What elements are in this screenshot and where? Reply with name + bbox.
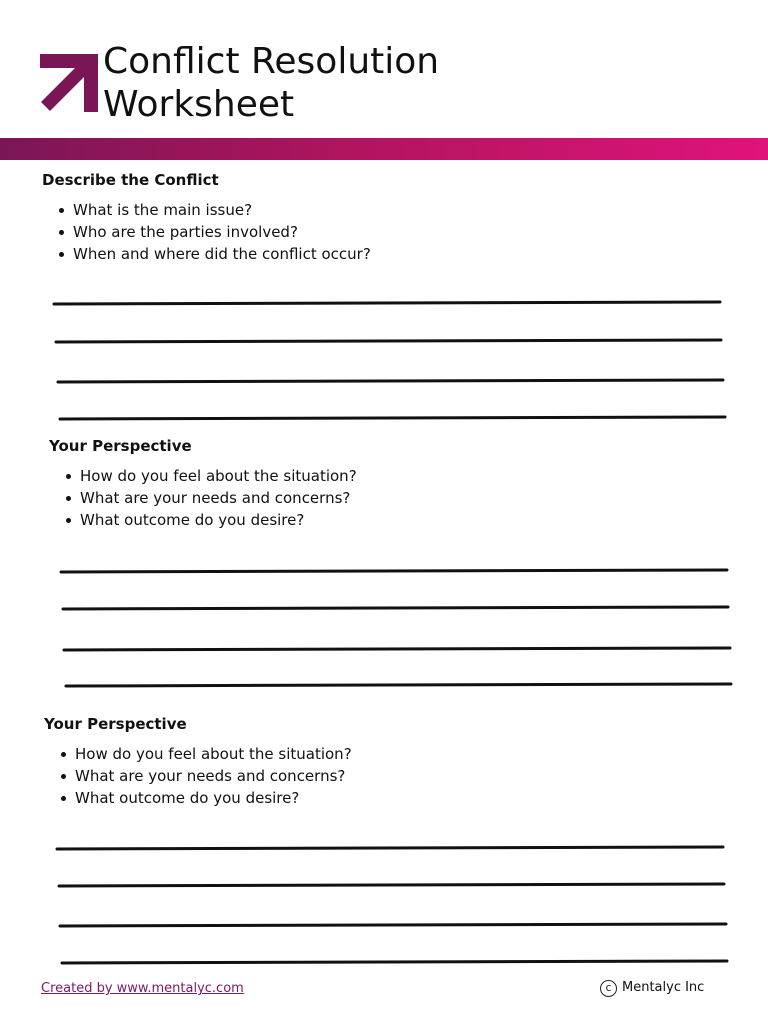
question-item (49, 509, 357, 531)
question-item (44, 743, 352, 765)
bullet-icon (61, 796, 66, 801)
answer-line (59, 884, 724, 886)
answer-line (56, 340, 721, 342)
answer-line (60, 924, 726, 926)
section-your-perspective-2 (44, 714, 352, 809)
bullet-icon (59, 230, 64, 235)
question-text: What outcome do you desire? (80, 511, 305, 529)
question-list (44, 743, 352, 809)
bullet-icon (59, 208, 64, 213)
footer-brand (600, 979, 704, 997)
title-line-2: Worksheet (103, 84, 295, 125)
answer-line (54, 302, 720, 304)
arrow-up-right-icon (40, 54, 98, 112)
bullet-icon (59, 252, 64, 257)
section-heading: Your Perspective (44, 715, 187, 733)
question-text: What are your needs and concerns? (75, 767, 346, 785)
question-text: What are your needs and concerns? (80, 489, 351, 507)
question-item (44, 787, 352, 809)
question-text: When and where did the conflict occur? (73, 245, 371, 263)
section-heading: Your Perspective (49, 437, 192, 455)
answer-line (63, 607, 728, 609)
answer-line (62, 961, 727, 963)
question-list (49, 465, 357, 531)
bullet-icon (66, 518, 71, 523)
website-link[interactable]: Created by www.mentalyc.com (41, 981, 244, 996)
question-item (49, 487, 357, 509)
page-title (103, 40, 439, 126)
answer-line (58, 380, 723, 382)
answer-line (64, 648, 730, 650)
header-gradient-bar (0, 138, 768, 160)
answer-line (61, 570, 727, 572)
question-list (42, 199, 371, 265)
answer-line (60, 417, 725, 419)
section-heading: Describe the Conflict (42, 171, 219, 189)
answer-line (57, 847, 723, 849)
copyright-icon: c (600, 980, 617, 997)
bullet-icon (61, 774, 66, 779)
question-text: How do you feel about the situation? (75, 745, 352, 763)
question-item (49, 465, 357, 487)
question-text: How do you feel about the situation? (80, 467, 357, 485)
question-item (42, 199, 371, 221)
title-line-1: Conflict Resolution (103, 41, 440, 82)
question-item (44, 765, 352, 787)
section-describe-conflict (42, 170, 371, 265)
answer-line (66, 684, 731, 686)
question-text: Who are the parties involved? (73, 223, 298, 241)
question-item (42, 221, 371, 243)
question-text: What outcome do you desire? (75, 789, 300, 807)
question-text: What is the main issue? (73, 201, 253, 219)
question-item (42, 243, 371, 265)
section-your-perspective-1 (49, 436, 357, 531)
brand-name: Mentalyc Inc (622, 980, 705, 995)
bullet-icon (66, 474, 71, 479)
bullet-icon (61, 752, 66, 757)
bullet-icon (66, 496, 71, 501)
